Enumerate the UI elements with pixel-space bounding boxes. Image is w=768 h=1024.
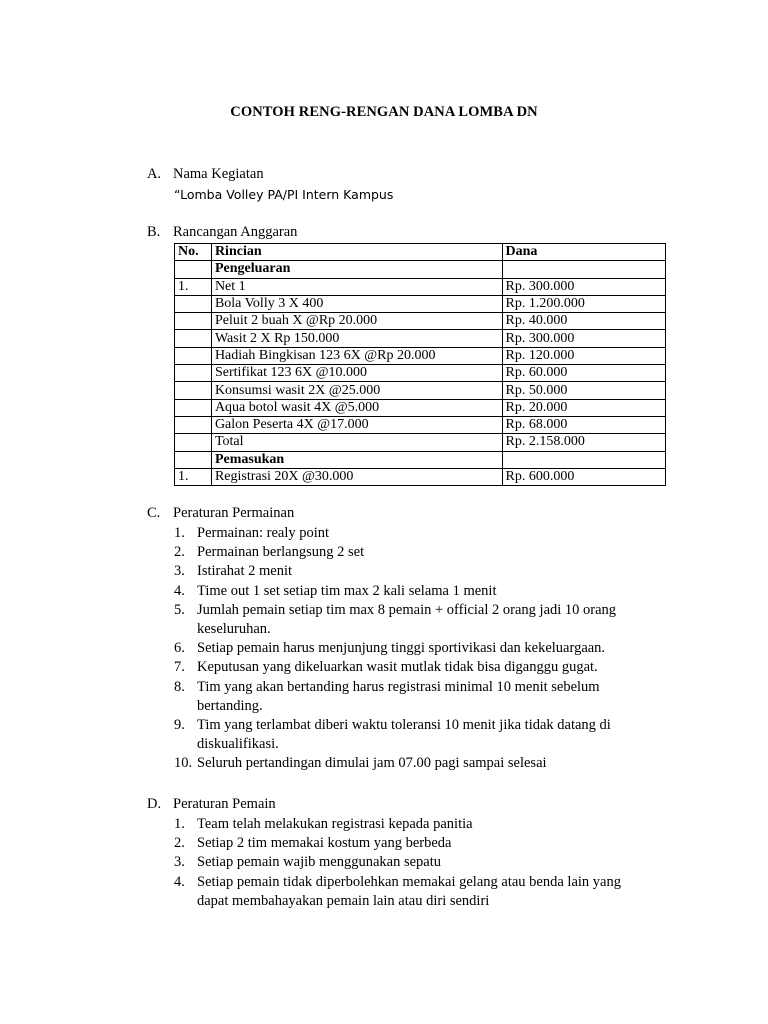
list-item-number: 8. <box>174 678 185 695</box>
table-cell: 1. <box>175 278 212 295</box>
table-cell: Sertifikat 123 6X @10.000 <box>211 365 502 382</box>
table-cell: Rp. 60.000 <box>502 365 665 382</box>
table-cell <box>175 330 212 347</box>
table-group-label: Pengeluaran <box>211 261 502 278</box>
table-cell <box>175 416 212 433</box>
table-row <box>175 399 666 416</box>
table-cell: Bola Volly 3 X 400 <box>211 295 502 312</box>
section-d-heading <box>147 796 276 813</box>
section-c-heading <box>147 505 294 522</box>
list-item <box>174 754 654 773</box>
table-cell: Rp. 600.000 <box>502 468 665 485</box>
section-d-title: Peraturan Pemain <box>173 796 276 812</box>
list-item <box>174 678 654 716</box>
list-item-number: 4. <box>174 873 185 890</box>
table-cell <box>175 451 212 468</box>
section-a-letter: A. <box>147 166 162 182</box>
list-item-number: 3. <box>174 854 185 871</box>
table-row <box>175 295 666 312</box>
section-b-letter: B. <box>147 224 161 240</box>
list-item-text: Jumlah pemain setiap tim max 8 pemain + official 2 orang jadi 10 orang keseluruhan. <box>197 601 617 638</box>
list-item-number: 3. <box>174 563 185 580</box>
list-item-number: 4. <box>174 582 185 599</box>
list-item <box>174 543 654 562</box>
list-item-text: Setiap pemain wajib menggunakan sepatu <box>197 854 442 871</box>
table-cell <box>175 365 212 382</box>
list-item-number: 6. <box>174 640 185 657</box>
list-item <box>174 658 654 677</box>
table-cell <box>175 399 212 416</box>
list-item-number: 10. <box>174 755 193 772</box>
table-row <box>175 347 666 364</box>
list-item <box>174 601 654 639</box>
list-item-text: Tim yang terlambat diberi waktu toleransi 10 menit jika tidak datang di diskualifikasi. <box>197 717 611 753</box>
list-item-number: 1. <box>174 816 185 832</box>
section-a-title: Nama Kegiatan <box>173 166 264 182</box>
table-cell: Aqua botol wasit 4X @5.000 <box>211 399 502 416</box>
table-row <box>175 261 666 278</box>
table-row <box>175 278 666 295</box>
section-b-title: Rancangan Anggaran <box>173 224 298 240</box>
table-cell <box>175 382 212 399</box>
table-row <box>175 416 666 433</box>
table-cell: Registrasi 20X @30.000 <box>211 468 502 485</box>
list-item-text: Setiap 2 tim memakai kostum yang berbeda <box>197 835 452 852</box>
table-cell: Rp. 50.000 <box>502 382 665 399</box>
list-item-number: 2. <box>174 835 185 852</box>
list-item <box>174 639 654 658</box>
section-c-letter: C. <box>147 505 161 521</box>
table-cell: Rp. 40.000 <box>502 313 665 330</box>
list-item <box>174 524 654 543</box>
list-item-text: Setiap pemain tidak diperbolehkan memakai gelang atau benda lain yang dapat membahayakan pemain lain atau diri sendiri <box>197 873 621 909</box>
table-cell: Rp. 300.000 <box>502 278 665 295</box>
budget-table <box>174 243 666 486</box>
list-item <box>174 853 654 872</box>
list-item-text: Permainan berlangsung 2 set <box>197 544 365 561</box>
table-header-cell: No. <box>175 244 212 261</box>
table-cell: Rp. 20.000 <box>502 399 665 416</box>
table-header-cell: Rincian <box>211 244 502 261</box>
table-group-label: Pemasukan <box>211 451 502 468</box>
list-item-number: 9. <box>174 717 185 734</box>
table-cell: Rp. 120.000 <box>502 347 665 364</box>
table-cell: Konsumsi wasit 2X @25.000 <box>211 382 502 399</box>
player-rules-list <box>174 815 654 911</box>
list-item <box>174 562 654 581</box>
table-row <box>175 365 666 382</box>
table-row <box>175 330 666 347</box>
table-cell: Galon Peserta 4X @17.000 <box>211 416 502 433</box>
table-row <box>175 434 666 451</box>
list-item <box>174 873 654 911</box>
table-cell: 1. <box>175 468 212 485</box>
list-item-number: 7. <box>174 659 185 676</box>
section-b-heading <box>147 224 297 241</box>
table-cell: Rp. 68.000 <box>502 416 665 433</box>
table-cell <box>502 261 665 278</box>
section-d-letter: D. <box>147 796 162 812</box>
table-cell <box>175 434 212 451</box>
table-cell: Net 1 <box>211 278 502 295</box>
table-total-label: Total <box>211 434 502 451</box>
event-name: “Lomba Volley PA/PI Intern Kampus <box>174 187 394 202</box>
list-item <box>174 815 654 834</box>
section-a-heading <box>147 166 264 183</box>
table-row <box>175 451 666 468</box>
list-item-number: 1. <box>174 525 185 541</box>
table-cell <box>175 295 212 312</box>
table-row <box>175 468 666 485</box>
list-item-number: 5. <box>174 601 185 618</box>
list-item-number: 2. <box>174 544 185 561</box>
list-item <box>174 834 654 853</box>
list-item-text: Tim yang akan bertanding harus registrasi minimal 10 menit sebelum bertanding. <box>197 678 600 714</box>
list-item-text: Setiap pemain harus menjunjung tinggi sportivikasi dan kekeluargaan. <box>197 640 606 657</box>
list-item-text: Seluruh pertandingan dimulai jam 07.00 pagi sampai selesai <box>197 755 547 772</box>
table-row <box>175 313 666 330</box>
table-cell: Wasit 2 X Rp 150.000 <box>211 330 502 347</box>
table-header-cell: Dana <box>502 244 665 261</box>
table-total-value: Rp. 2.158.000 <box>502 434 665 451</box>
table-row <box>175 382 666 399</box>
table-cell <box>175 313 212 330</box>
list-item-text: Istirahat 2 menit <box>197 563 293 580</box>
table-header-row <box>175 244 666 261</box>
table-cell <box>175 261 212 278</box>
list-item-text: Permainan: realy point <box>197 525 330 541</box>
section-c-title: Peraturan Permainan <box>173 505 295 521</box>
list-item-text: Time out 1 set setiap tim max 2 kali selama 1 menit <box>197 582 497 599</box>
table-cell: Rp. 300.000 <box>502 330 665 347</box>
table-cell: Hadiah Bingkisan 123 6X @Rp 20.000 <box>211 347 502 364</box>
list-item <box>174 716 654 754</box>
list-item-text: Team telah melakukan registrasi kepada panitia <box>197 816 473 832</box>
list-item-text: Keputusan yang dikeluarkan wasit mutlak tidak bisa diganggu gugat. <box>197 659 598 676</box>
document-title: CONTOH RENG-RENGAN DANA LOMBA DN <box>230 104 538 120</box>
game-rules-list <box>174 524 654 774</box>
table-cell: Rp. 1.200.000 <box>502 295 665 312</box>
list-item <box>174 582 654 601</box>
table-cell <box>175 347 212 364</box>
table-cell: Peluit 2 buah X @Rp 20.000 <box>211 313 502 330</box>
table-cell <box>502 451 665 468</box>
